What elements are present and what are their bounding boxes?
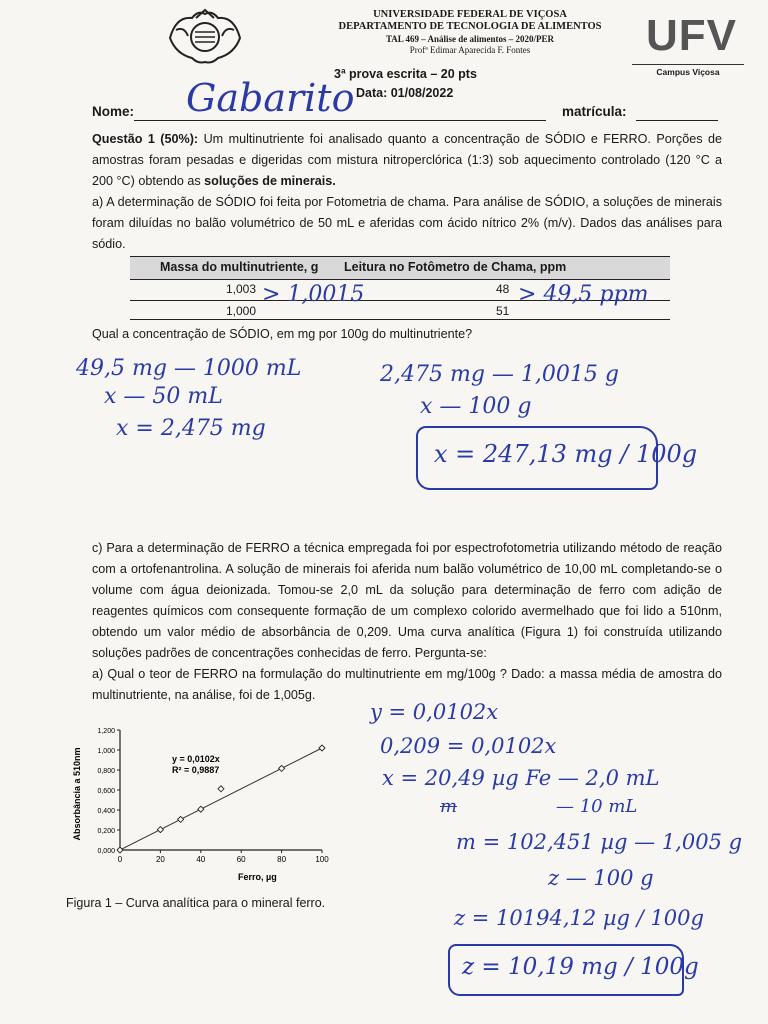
table-header-reading: Leitura no Fotômetro de Chama, ppm — [344, 260, 567, 274]
table-row: 1,003 48 — [130, 280, 670, 301]
calibration-chart — [60, 718, 360, 898]
table-row: 1,000 51 — [130, 301, 670, 320]
chart-point — [157, 827, 163, 833]
chart-point — [279, 765, 285, 771]
hw-work-c-line-2: 0,209 = 0,0102x — [380, 734, 557, 758]
matricula-label: matrícula: — [562, 104, 627, 119]
question-1a-text: a) A determinação de SÓDIO foi feita por Fotometria de chama. Para análise de SÓDIO, a soluções de minerais foram diluídas no balão volumétrico de 50 mL e aferidas com ácido nítrico 2% (m/v). Dados das análises para sódio. — [92, 195, 722, 251]
chart-y-tick-label: 0,600 — [97, 788, 115, 795]
chart-point — [178, 816, 184, 822]
name-handwritten: Gabarito — [186, 76, 355, 120]
hw-work-a-line-2: x — 50 mL — [104, 384, 223, 409]
chart-y-tick-label: 0,400 — [97, 808, 115, 815]
table-header-mass: Massa do multinutriente, g — [160, 260, 319, 274]
hw-work-a-right-2: x — 100 g — [420, 394, 532, 419]
hw-work-c-line-4b: — 10 mL — [556, 796, 638, 817]
table-header — [130, 256, 670, 280]
hw-work-c-line-7: z = 10194,12 µg / 100g — [454, 906, 704, 930]
hw-reading-mean: > 49,5 ppm — [518, 282, 649, 307]
name-label: Nome: — [92, 104, 135, 119]
question-1c-prompt: a) Qual o teor de FERRO na formulação do multinutriente em mg/100g ? Dado: a massa média de amostra do multinutriente, na análise, foi de 1,005g. — [92, 667, 722, 702]
chart-x-axis-label: Ferro, µg — [238, 872, 277, 882]
chart-point — [319, 745, 325, 751]
matricula-field-line[interactable] — [636, 120, 718, 121]
chart-y-tick-label: 0,800 — [97, 768, 115, 775]
chart-point — [117, 847, 123, 853]
hw-work-a-line-3: x = 2,475 mg — [116, 416, 266, 441]
professor-name: Profª Edimar Aparecida F. Fontes — [409, 45, 531, 55]
hw-work-c-line-6: z — 100 g — [548, 866, 654, 890]
chart-y-tick-label: 0,000 — [97, 848, 115, 855]
hw-work-c-line-5: m = 102,451 µg — 1,005 g — [456, 830, 743, 854]
hw-work-c-line-4a: m — [440, 796, 458, 817]
chart-y-axis-label: Absorbância a 510nm — [72, 747, 82, 841]
ufv-logo-text: UFV — [646, 11, 737, 60]
name-field-line[interactable] — [134, 120, 546, 121]
chart-point — [198, 806, 204, 812]
chart-point — [218, 786, 224, 792]
university-seal-icon — [166, 8, 244, 66]
question-1c-text: c) Para a determinação de FERRO a técnica empregada foi por espectrofotometria utilizando método de reação com a ortofenantrolina. A solução de minerais foi aferida num balão volumétrico de 10,00 mL completando-se o volume com água deionizada. Tomou-se 2,0 mL da solução para determinação de ferro com adição de reagentes químicos com consequente formação de um complexo colorido avermelhado que foi lido a 510nm, obtendo um valor médio de absorbância de 0,209. Uma curva analítica (Figura 1) foi construída utilizando soluções padrões de concentrações conhecidas de ferro. Pergunta-se: — [92, 541, 722, 660]
hw-answer-a: x = 247,13 mg / 100g — [434, 440, 698, 468]
chart-x-tick-label: 80 — [277, 855, 287, 864]
ufv-logo — [632, 11, 744, 77]
chart-y-tick-label: 0,200 — [97, 828, 115, 835]
hw-work-c-line-3: x = 20,49 µg Fe — 2,0 mL — [382, 766, 660, 790]
chart-x-tick-label: 40 — [196, 855, 206, 864]
hw-work-a-line-1: 49,5 mg — 1000 mL — [76, 356, 302, 381]
department-name: DEPARTAMENTO DE TECNOLOGIA DE ALIMENTOS — [338, 21, 602, 32]
chart-r-squared: R² = 0,9887 — [172, 765, 220, 775]
chart-x-tick-label: 60 — [236, 855, 246, 864]
chart-x-tick-label: 100 — [315, 855, 329, 864]
chart-x-tick-label: 20 — [155, 855, 165, 864]
chart-equation: y = 0,0102x — [172, 754, 220, 764]
question-1a-prompt: Qual a concentração de SÓDIO, em mg por 100g do multinutriente? — [92, 327, 473, 341]
chart-y-tick-label: 1,000 — [97, 748, 115, 755]
campus-label: Campus Viçosa — [632, 64, 744, 77]
university-name: UNIVERSIDADE FEDERAL DE VIÇOSA — [373, 9, 567, 20]
hw-work-c-line-1: y = 0,0102x — [370, 700, 499, 724]
chart-trendline — [120, 748, 322, 850]
course-name: TAL 469 – Análise de alimentos – 2020/PER — [385, 34, 555, 44]
figure-caption: Figura 1 – Curva analítica para o mineral ferro. — [66, 896, 326, 910]
question-1-label: Questão 1 (50%): — [92, 132, 199, 146]
chart-x-tick-label: 0 — [117, 855, 123, 864]
hw-answer-c: z = 10,19 mg / 100g — [462, 954, 699, 980]
exam-date: Data: 01/08/2022 — [356, 86, 454, 100]
hw-mass-mean: > 1,0015 — [262, 282, 365, 307]
exam-title: 3ª prova escrita – 20 pts — [334, 67, 477, 81]
hw-answer-box-c — [448, 944, 699, 996]
hw-answer-box-a — [416, 426, 698, 490]
chart-y-tick-label: 1,200 — [97, 728, 115, 735]
hw-work-a-right-1: 2,475 mg — 1,0015 g — [380, 362, 619, 387]
question-1-intro: Questão 1 (50%): Um multinutriente foi analisado quanto a concentração de SÓDIO e FERRO. Porções de amostras foram pesadas e digeridas com mistura nitroperclórica (1:3) sob aquecimento controlado (120 °C a 200 °C) obtendo as soluções de minerais. — [92, 132, 722, 188]
